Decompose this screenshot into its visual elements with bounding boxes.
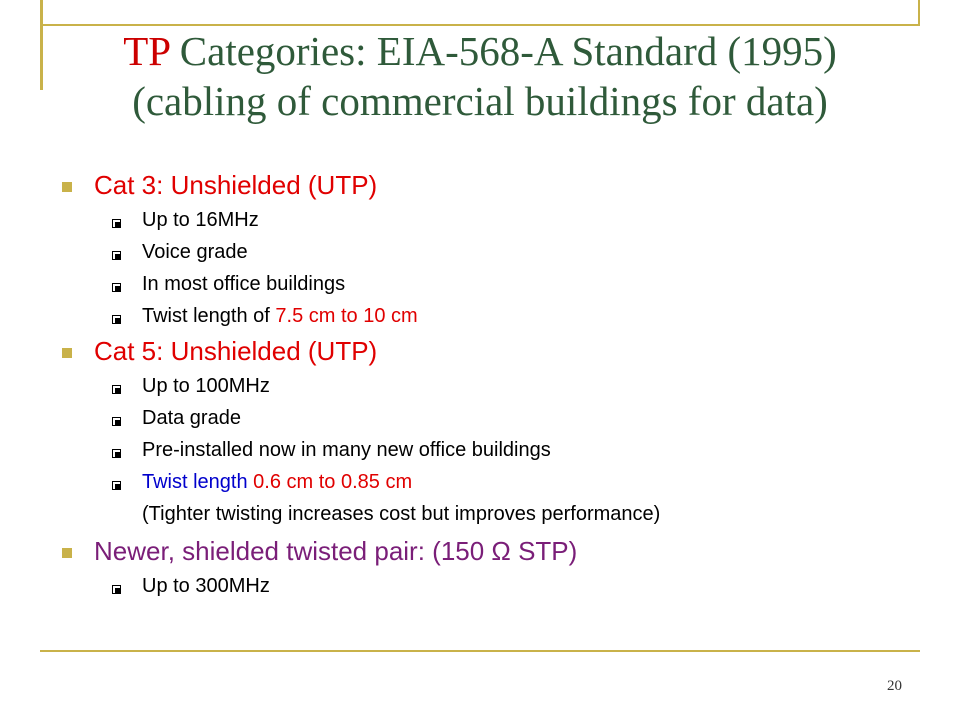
twist-value: 7.5 cm to 10 cm [275, 305, 418, 327]
square-bullet-icon [62, 182, 72, 192]
bullet-heading: Cat 5: Unshielded (UTP) [94, 336, 378, 366]
bullet-stp [58, 532, 938, 570]
sub-bullet [58, 204, 938, 236]
sub-bullet-text: Up to 300MHz [142, 575, 270, 597]
sub-bullet [58, 434, 938, 466]
checkbox-bullet-icon [112, 315, 121, 324]
sub-bullet-text: Up to 100MHz [142, 375, 270, 397]
twist-value: 0.6 cm to 0.85 cm [253, 471, 413, 493]
sub-bullet [58, 236, 938, 268]
checkbox-bullet-icon [112, 251, 121, 260]
note-text: (Tighter twisting increases cost but improves performance) [142, 503, 661, 525]
sub-bullet [58, 402, 938, 434]
sub-bullet-twist [58, 300, 938, 332]
slide-body [58, 166, 938, 602]
square-bullet-icon [62, 348, 72, 358]
sub-bullet-text: Data grade [142, 407, 241, 429]
checkbox-bullet-icon [112, 449, 121, 458]
sub-bullet [58, 370, 938, 402]
bullet-heading: Cat 3: Unshielded (UTP) [94, 170, 378, 200]
sub-bullet [58, 570, 938, 602]
title-rest: Categories: EIA-568-A Standard (1995) [169, 28, 837, 74]
checkbox-bullet-icon [112, 585, 121, 594]
slide-title [44, 26, 916, 126]
sub-bullet [58, 268, 938, 300]
sub-bullet-note [58, 498, 938, 532]
checkbox-bullet-icon [112, 385, 121, 394]
sub-bullet-text: Up to 16MHz [142, 209, 259, 231]
title-line-2: (cabling of commercial buildings for data) [132, 78, 828, 124]
bullet-cat5 [58, 332, 938, 370]
decorative-right-rule [918, 0, 920, 24]
twist-label: Twist length [142, 471, 248, 493]
sub-bullet-text: Voice grade [142, 241, 248, 263]
title-line-1 [44, 26, 916, 76]
bullet-cat3 [58, 166, 938, 204]
checkbox-bullet-icon [112, 417, 121, 426]
twist-prefix: Twist length of [142, 305, 276, 327]
checkbox-bullet-icon [112, 481, 121, 490]
decorative-bottom-rule [40, 650, 920, 652]
title-accent: TP [123, 28, 170, 74]
checkbox-bullet-icon [112, 219, 121, 228]
square-bullet-icon [62, 548, 72, 558]
checkbox-bullet-icon [112, 283, 121, 292]
page-number: 20 [887, 678, 902, 694]
sub-bullet-text: Pre-installed now in many new office buildings [142, 439, 551, 461]
decorative-vertical-rule [40, 0, 43, 90]
sub-bullet-twist [58, 466, 938, 498]
sub-bullet-text: In most office buildings [142, 273, 346, 295]
bullet-heading: Newer, shielded twisted pair: (150 Ω STP) [94, 536, 578, 566]
